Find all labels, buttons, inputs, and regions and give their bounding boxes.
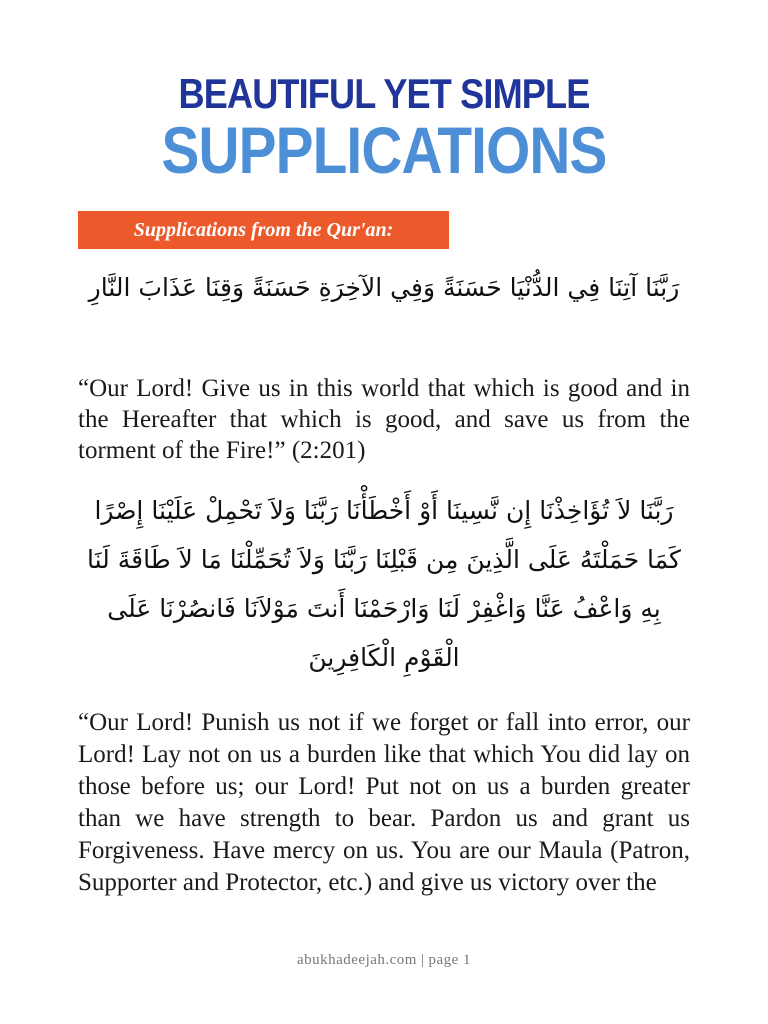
translation-2: “Our Lord! Punish us not if we forget or fall into error, our Lord! Lay not on us a burden like that which You did lay on those before us; our Lord! Put not on us a burden greater than we have strength to bear. Pardon us and grant us Forgiveness. Have mercy on us. You are our Maula (Patron, Supporter and Protector, etc.) and give us victory over the bbox=[78, 709, 690, 896]
title-line-2: SUPPLICATIONS bbox=[161, 113, 607, 187]
arabic-supplication-2: رَبَّنَا لاَ تُؤَاخِذْنَا إِن نَّسِينَا أَوْ أَخْطَأْنَا رَبَّنَا وَلاَ تَحْمِلْ عَلَيْنَا إِصْرًا كَمَا حَمَلْتَهُ عَلَى الَّذِينَ مِن قَبْلِنَا رَبَّنَا وَلاَ تُحَمِّلْنَا مَا لاَ طَاقَةَ لَنَا بِهِ وَاعْفُ عَنَّا وَاغْفِرْ لَنَا وَارْحَمْنَا أَنتَ مَوْلاَنَا فَانصُرْنَا عَلَى الْقَوْمِ الْكَافِرِينَ bbox=[87, 496, 681, 672]
translation-1: “Our Lord! Give us in this world that which is good and in the Hereafter that which is good, and save us from the torment of the Fire!” (2:201) bbox=[78, 375, 690, 464]
page-footer bbox=[0, 952, 768, 969]
footer-site-link[interactable]: abukhadeejah.com bbox=[296, 952, 417, 968]
title-line-1: BEAUTIFUL YET SIMPLE bbox=[178, 70, 590, 117]
footer-page-number: page 1 bbox=[428, 952, 472, 968]
arabic-supplication-1: رَبَّنَا آتِنَا فِي الدُّنْيَا حَسَنَةً وَفِي الآخِرَةِ حَسَنَةً وَقِنَا عَذَابَ النَّارِ bbox=[88, 273, 680, 302]
section-banner: Supplications from the Qur'an: bbox=[78, 211, 449, 249]
footer-separator: | bbox=[420, 952, 425, 968]
